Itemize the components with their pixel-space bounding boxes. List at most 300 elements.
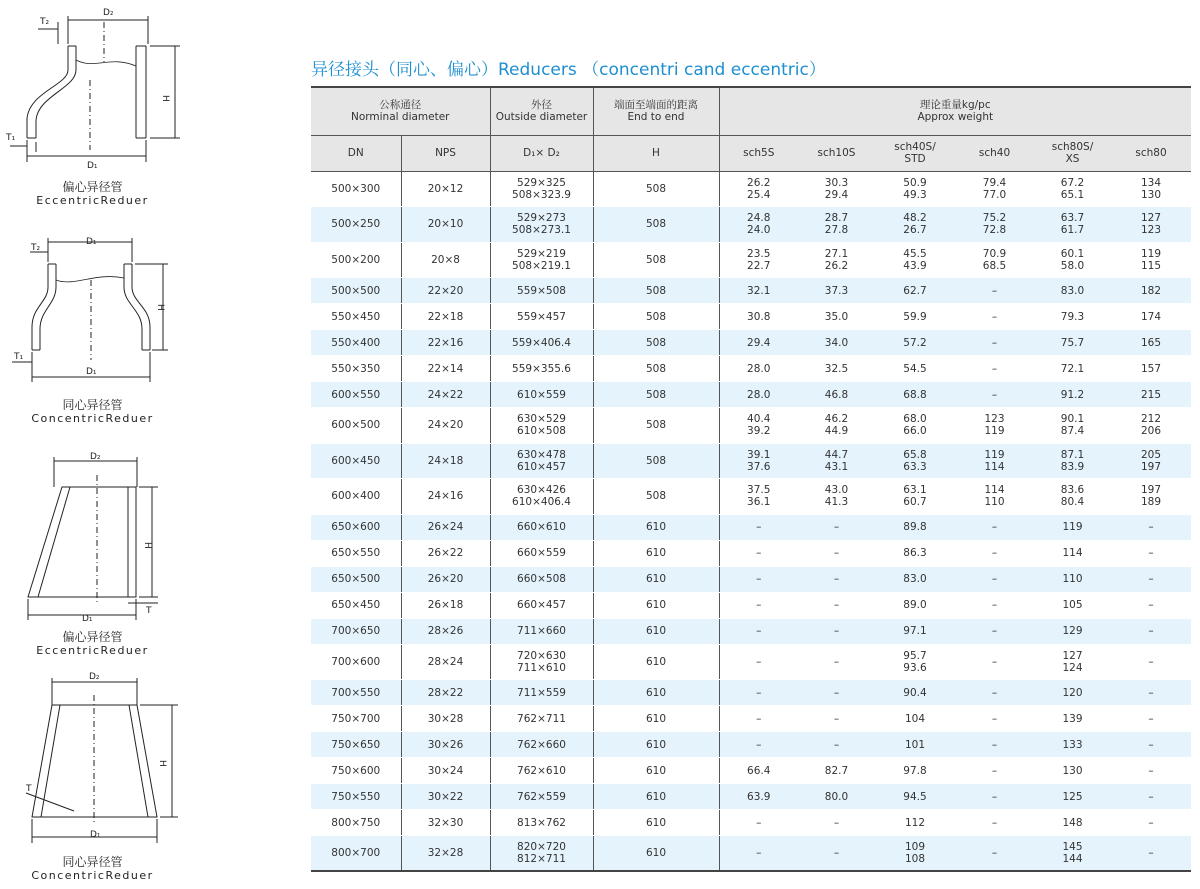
cell-line: 97.8: [903, 764, 927, 777]
cell-s80: [1111, 304, 1191, 330]
cell-line: 44.7: [824, 448, 849, 461]
cell-s80s: [1034, 382, 1111, 408]
cell-nps: 24×20: [401, 408, 490, 444]
cell-line: 144: [1062, 853, 1083, 865]
cell-nps: 20×12: [401, 171, 490, 207]
cell-nps: 30×26: [401, 732, 490, 758]
cell-line: 529×273: [517, 212, 566, 225]
cell-s80s: [1034, 356, 1111, 382]
cell-line: 82.7: [824, 764, 849, 777]
cell-s80s: [1034, 680, 1111, 706]
cell-line: 83.0: [1060, 284, 1085, 297]
cell-line: 157: [1140, 362, 1162, 375]
cell-s10: [798, 330, 875, 356]
cell-line: –: [1148, 625, 1154, 637]
cell-s40s: [875, 382, 955, 408]
table-row: [311, 382, 1191, 408]
cell-line: 66.0: [903, 425, 927, 438]
diagram-caption: [0, 398, 185, 426]
label-t1: T₁: [6, 133, 16, 143]
label-h: H: [155, 304, 165, 311]
cell-h: 508: [593, 408, 719, 444]
cell-od: [490, 592, 593, 618]
cell-line: 48.2: [903, 212, 927, 225]
cell-line: 110: [984, 496, 1005, 509]
cell-s40: [955, 758, 1034, 784]
cell-line: 75.2: [982, 212, 1007, 225]
cell-line: –: [991, 362, 998, 375]
cell-line: 28.7: [824, 212, 849, 225]
cell-line: –: [991, 521, 998, 533]
cell-s80: [1111, 479, 1191, 515]
cell-line: 114: [1062, 547, 1083, 559]
cell-line: 62.7: [903, 284, 927, 297]
cell-line: –: [756, 521, 762, 533]
cell-s40: [955, 242, 1034, 278]
concentric-reducer-drawing: [0, 232, 200, 397]
cell-line: 39.2: [747, 425, 771, 438]
cell-od: [490, 278, 593, 304]
cell-line: –: [756, 573, 762, 585]
cell-line: 630×426: [517, 484, 566, 497]
header-sch40s: [875, 135, 955, 171]
header-sch10s: sch10S: [798, 135, 875, 171]
table-row: [311, 810, 1191, 836]
header-sch80: sch80: [1111, 135, 1191, 171]
cell-line: 32.5: [824, 362, 849, 375]
cell-line: 529×219: [517, 247, 566, 260]
cell-line: 61.7: [1060, 224, 1085, 237]
cell-s10: [798, 443, 875, 479]
cell-s80: [1111, 592, 1191, 618]
label-d1: D₁: [90, 830, 101, 840]
cell-line: 63.7: [1060, 212, 1085, 225]
cell-od: [490, 732, 593, 758]
table-row: [311, 592, 1191, 618]
diagram-caption: [0, 855, 185, 883]
cell-s10: [798, 304, 875, 330]
cell-line: 174: [1140, 310, 1162, 323]
cell-s40s: [875, 408, 955, 444]
cell-line: 197: [1140, 460, 1162, 473]
cell-s5: [719, 408, 798, 444]
cell-od: [490, 758, 593, 784]
cell-h: 610: [593, 566, 719, 592]
cell-line: 145: [1062, 841, 1083, 853]
eccentric-reducer-diagram-2: [0, 445, 200, 665]
cell-line: 133: [1062, 738, 1083, 751]
table-row: [311, 356, 1191, 382]
cell-s80s: [1034, 330, 1111, 356]
cell-line: 29.4: [747, 336, 771, 349]
cell-s80s: [1034, 758, 1111, 784]
cell-line: 559×406.4: [512, 336, 571, 349]
cell-nps: 24×16: [401, 479, 490, 515]
cell-line: –: [1148, 847, 1154, 859]
cell-od: [490, 330, 593, 356]
cell-od: [490, 566, 593, 592]
cell-line: 80.0: [824, 790, 849, 803]
table-row: [311, 758, 1191, 784]
cell-s80s: [1034, 784, 1111, 810]
cell-dn: 500×500: [311, 278, 401, 304]
label-h: H: [142, 542, 152, 549]
cell-line: 660×559: [517, 547, 566, 559]
cell-s10: [798, 382, 875, 408]
cell-h: 610: [593, 836, 719, 872]
cell-h: 508: [593, 171, 719, 207]
cell-line: 559×457: [517, 310, 566, 323]
cell-line: 68.0: [903, 413, 927, 426]
table-body: [311, 171, 1191, 871]
cell-line: 57.2: [903, 336, 927, 349]
cell-line: 34.0: [824, 336, 849, 349]
cell-line: 720×630: [517, 649, 566, 662]
cell-line: –: [1148, 712, 1154, 725]
cell-s80s: [1034, 644, 1111, 680]
cell-h: 508: [593, 242, 719, 278]
cell-line: 22.7: [747, 259, 771, 272]
cell-s10: [798, 758, 875, 784]
cell-s40: [955, 278, 1034, 304]
cell-line: –: [1148, 547, 1154, 559]
cell-od: [490, 207, 593, 243]
cell-line: 114: [984, 484, 1005, 497]
cell-h: 610: [593, 758, 719, 784]
cell-s10: [798, 356, 875, 382]
cell-s80: [1111, 706, 1191, 732]
cell-s40s: [875, 304, 955, 330]
cell-line: –: [1148, 738, 1154, 751]
cell-line: 529×325: [517, 176, 566, 189]
cell-line: 762×660: [517, 738, 566, 751]
table-row: [311, 706, 1191, 732]
cell-line: 90.1: [1060, 413, 1085, 426]
cell-line: 44.9: [824, 425, 849, 438]
cell-line: 28.0: [747, 388, 771, 401]
cell-s40s: [875, 278, 955, 304]
cell-line: 65.8: [903, 448, 927, 461]
cell-s80: [1111, 171, 1191, 207]
cell-nps: 30×24: [401, 758, 490, 784]
cell-s40s: [875, 758, 955, 784]
cell-line: 93.6: [903, 661, 927, 674]
eccentric-reducer-drawing: [0, 0, 200, 180]
cell-od: [490, 242, 593, 278]
cell-od: [490, 171, 593, 207]
cell-line: –: [833, 521, 840, 533]
cell-line: 89.8: [903, 521, 927, 533]
cell-s80s: [1034, 592, 1111, 618]
cell-s80: [1111, 242, 1191, 278]
cell-line: 97.1: [903, 625, 927, 637]
header-row-1: [311, 87, 1191, 135]
cell-line: 63.9: [747, 790, 771, 803]
header-nps: NPS: [401, 135, 490, 171]
header-dn: DN: [311, 135, 401, 171]
cell-line: –: [756, 816, 762, 829]
cell-line: –: [991, 310, 998, 323]
cell-s40s: [875, 784, 955, 810]
cell-s40s: [875, 540, 955, 566]
cell-s5: [719, 278, 798, 304]
cell-line: –: [1148, 573, 1154, 585]
cell-s40: [955, 304, 1034, 330]
cell-dn: 750×550: [311, 784, 401, 810]
cell-line: 762×711: [517, 712, 566, 725]
cell-s5: [719, 356, 798, 382]
cell-s80s: [1034, 207, 1111, 243]
cell-nps: 32×28: [401, 836, 490, 872]
cell-line: 27.1: [824, 247, 849, 260]
cell-s80: [1111, 810, 1191, 836]
cell-line: 45.5: [903, 247, 927, 260]
cell-s5: [719, 644, 798, 680]
cell-nps: 22×18: [401, 304, 490, 330]
cell-s80s: [1034, 479, 1111, 515]
cell-dn: 550×450: [311, 304, 401, 330]
cell-line: 68.8: [903, 388, 927, 401]
table-row: [311, 171, 1191, 207]
cell-line: 112: [904, 816, 926, 829]
cell-dn: 700×650: [311, 618, 401, 644]
label-d1: D₁: [87, 161, 98, 171]
cell-line: 77.0: [982, 188, 1007, 201]
cell-nps: 20×8: [401, 242, 490, 278]
table-row: [311, 242, 1191, 278]
cell-line: –: [991, 790, 998, 803]
cell-line: 54.5: [903, 362, 927, 375]
cell-dn: 600×400: [311, 479, 401, 515]
cell-s5: [719, 382, 798, 408]
cell-dn: 500×300: [311, 171, 401, 207]
cell-s5: [719, 784, 798, 810]
cell-nps: 22×20: [401, 278, 490, 304]
cell-od: [490, 836, 593, 872]
cell-s40s: [875, 356, 955, 382]
header-row-2: [311, 135, 1191, 171]
cell-line: 79.4: [982, 176, 1007, 189]
cell-s40: [955, 356, 1034, 382]
cell-line: 72.1: [1060, 362, 1085, 375]
cell-dn: 650×600: [311, 514, 401, 540]
caption-en: ConcentricReduer: [31, 412, 154, 426]
cell-s40: [955, 207, 1034, 243]
table-row: [311, 330, 1191, 356]
cell-s40: [955, 382, 1034, 408]
cell-s10: [798, 242, 875, 278]
cell-s40: [955, 810, 1034, 836]
cell-s40: [955, 479, 1034, 515]
cell-line: –: [833, 547, 840, 559]
caption-en: ConcentricReduer: [31, 869, 154, 883]
cell-line: 148: [1062, 816, 1083, 829]
header-sch80s: [1034, 135, 1111, 171]
cell-line: 67.2: [1060, 176, 1085, 189]
cell-line: 79.3: [1060, 310, 1085, 323]
cell-s80s: [1034, 443, 1111, 479]
cell-s80s: [1034, 242, 1111, 278]
cell-line: –: [833, 816, 840, 829]
cell-line: 559×355.6: [512, 362, 571, 375]
cell-line: 58.0: [1060, 259, 1085, 272]
cell-h: 610: [593, 540, 719, 566]
cell-s10: [798, 592, 875, 618]
cell-s10: [798, 706, 875, 732]
cell-s10: [798, 171, 875, 207]
cell-line: 215: [1140, 388, 1162, 401]
cell-nps: 22×14: [401, 356, 490, 382]
table-row: [311, 514, 1191, 540]
cell-s80: [1111, 443, 1191, 479]
cell-line: 60.1: [1060, 247, 1085, 260]
cell-line: 610×559: [517, 388, 566, 401]
cell-line: 660×457: [517, 599, 566, 611]
concentric-reducer-drawing: [0, 665, 200, 855]
cell-s5: [719, 680, 798, 706]
header-ete-en: End to end: [627, 111, 685, 124]
cell-line: 46.8: [824, 388, 849, 401]
cell-line: 120: [1062, 686, 1083, 699]
cell-line: –: [991, 388, 998, 401]
cell-s40s: [875, 514, 955, 540]
cell-dn: 600×550: [311, 382, 401, 408]
cell-s80: [1111, 514, 1191, 540]
cell-line: 212: [1140, 413, 1162, 426]
table-row: [311, 680, 1191, 706]
table-row: [311, 618, 1191, 644]
cell-line: 41.3: [824, 496, 849, 509]
cell-line: 762×610: [517, 764, 566, 777]
cell-line: 610×457: [517, 460, 566, 473]
label-t: T: [26, 784, 32, 794]
cell-dn: 650×450: [311, 592, 401, 618]
table-row: [311, 207, 1191, 243]
cell-s10: [798, 566, 875, 592]
concentric-reducer-diagram-2: [0, 665, 200, 889]
cell-od: [490, 304, 593, 330]
cell-line: 37.6: [747, 460, 771, 473]
cell-s5: [719, 540, 798, 566]
cell-s40s: [875, 810, 955, 836]
cell-dn: 600×500: [311, 408, 401, 444]
cell-nps: 20×10: [401, 207, 490, 243]
cell-line: 197: [1140, 484, 1162, 497]
eccentric-reducer-diagram-1: [0, 0, 200, 215]
cell-line: 65.1: [1060, 188, 1085, 201]
diagram-caption: [0, 630, 185, 658]
cell-line: 660×508: [517, 573, 566, 585]
cell-line: 75.7: [1060, 336, 1085, 349]
cell-s40: [955, 836, 1034, 872]
cell-s10: [798, 408, 875, 444]
cell-s80: [1111, 618, 1191, 644]
table-row: [311, 540, 1191, 566]
cell-s40: [955, 540, 1034, 566]
cell-od: [490, 479, 593, 515]
cell-line: 119: [984, 425, 1005, 438]
cell-line: 26.7: [903, 224, 927, 237]
cell-line: 90.4: [903, 686, 927, 699]
cell-line: –: [1148, 521, 1154, 533]
cell-line: –: [1148, 816, 1154, 829]
cell-line: –: [756, 547, 762, 559]
cell-line: 508×273.1: [512, 224, 571, 237]
cell-line: 43.9: [903, 259, 927, 272]
cell-line: 660×610: [517, 521, 566, 533]
cell-line: –: [833, 738, 840, 751]
cell-h: 610: [593, 732, 719, 758]
page-title: 异径接头（同心、偏心）Reducers （concentri cand eccentric）: [311, 60, 826, 80]
cell-od: [490, 680, 593, 706]
header-nominal: [311, 87, 490, 135]
cell-s40: [955, 514, 1034, 540]
cell-s10: [798, 680, 875, 706]
table-row: [311, 443, 1191, 479]
cell-line: 87.4: [1060, 425, 1085, 438]
cell-s40: [955, 443, 1034, 479]
cell-line: –: [833, 625, 840, 637]
cell-s80: [1111, 784, 1191, 810]
caption-zh: 偏心异径管: [62, 630, 123, 644]
cell-line: 711×660: [517, 625, 566, 637]
table-row: [311, 479, 1191, 515]
cell-s80s: [1034, 278, 1111, 304]
cell-s40s: [875, 479, 955, 515]
label-h: H: [157, 760, 167, 767]
cell-nps: 30×22: [401, 784, 490, 810]
cell-line: 711×559: [517, 686, 566, 699]
cell-line: 29.4: [824, 188, 849, 201]
cell-line: 104: [904, 712, 926, 725]
cell-s40s: [875, 836, 955, 872]
cell-h: 508: [593, 356, 719, 382]
cell-s5: [719, 514, 798, 540]
cell-s5: [719, 479, 798, 515]
cell-line: 134: [1140, 176, 1162, 189]
cell-line: 139: [1062, 712, 1083, 725]
cell-line: 130: [1140, 188, 1162, 201]
cell-od: [490, 706, 593, 732]
cell-line: –: [991, 547, 998, 559]
cell-line: –: [991, 573, 998, 585]
cell-line: 110: [1062, 573, 1083, 585]
cell-s5: [719, 836, 798, 872]
cell-s10: [798, 618, 875, 644]
cell-line: 95.7: [903, 649, 927, 662]
cell-line: –: [991, 738, 998, 751]
cell-s40: [955, 644, 1034, 680]
cell-line: –: [833, 686, 840, 699]
cell-line: 125: [1062, 790, 1083, 803]
cell-h: 610: [593, 680, 719, 706]
cell-line: 46.2: [824, 413, 849, 426]
cell-line: 119: [984, 448, 1005, 461]
cell-line: 37.3: [824, 284, 849, 297]
cell-s80s: [1034, 514, 1111, 540]
cell-line: 129: [1062, 625, 1083, 637]
cell-line: 27.8: [824, 224, 849, 237]
cell-h: 508: [593, 330, 719, 356]
cell-line: 43.0: [824, 484, 849, 497]
cell-line: 83.9: [1060, 460, 1085, 473]
cell-nps: 26×22: [401, 540, 490, 566]
cell-line: 127: [1140, 212, 1162, 225]
cell-s40: [955, 732, 1034, 758]
cell-s10: [798, 278, 875, 304]
cell-s10: [798, 836, 875, 872]
label-t2: T₂: [31, 243, 41, 253]
